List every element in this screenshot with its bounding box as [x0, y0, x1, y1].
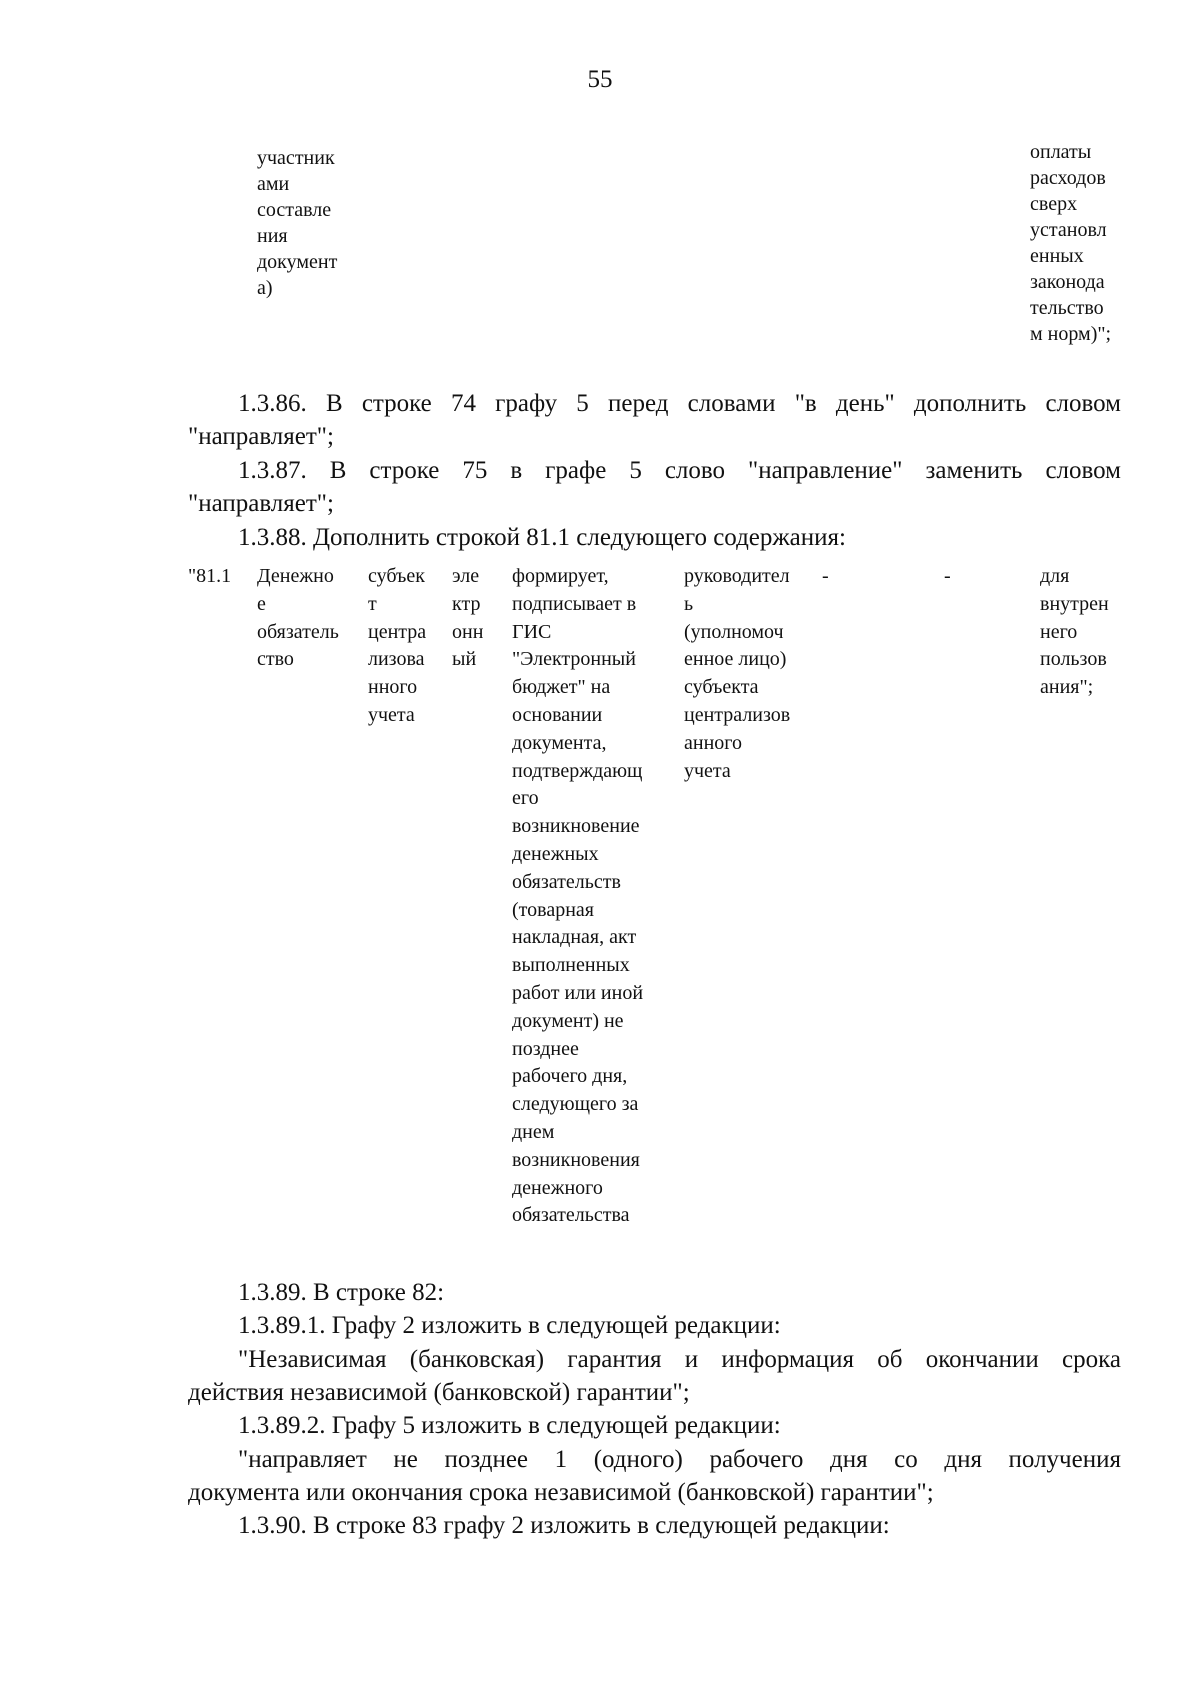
paragraph-quote-guarantee [188, 1343, 1121, 1409]
table-cell-line: эле [452, 565, 480, 587]
table-cell-line: - [822, 565, 829, 587]
table-cell-line: м норм)"; [1030, 323, 1112, 345]
table-cell-line: его [512, 787, 539, 810]
paragraph-1-3-89-1 [188, 1309, 1121, 1342]
table-cell-line: основании [512, 703, 603, 726]
table-cell-line: "Электронный [512, 648, 636, 671]
table-cell-line: формирует, [512, 565, 609, 587]
row-81-1-col-form [452, 563, 483, 674]
table-cell-line: позднее [512, 1037, 579, 1060]
table-cell-line: ГИС [512, 620, 552, 643]
table-cell-line: обязатель [257, 620, 339, 643]
paragraph-line: 1.3.90. В строке 83 графу 2 изложить в следующей редакции: [238, 1512, 890, 1539]
table-cell-line: работ или иной [512, 981, 644, 1004]
paragraph-line: 1.3.89. В строке 82: [238, 1279, 445, 1306]
row-81-1-col-8 [944, 563, 951, 591]
table-cell-line: учета [684, 759, 731, 782]
paragraph-line: "направляет не позднее 1 (одного) рабочего дня со дня получения [238, 1446, 1121, 1473]
table-cell-line: оплаты [1030, 141, 1092, 163]
prev-table-left-column [257, 145, 337, 301]
row-81-1-col-purpose [1040, 563, 1109, 702]
table-cell-line: подтверждающ [512, 759, 643, 782]
paragraph-line: 1.3.89.1. Графу 2 изложить в следующей редакции: [238, 1312, 781, 1339]
table-cell-line: анного [684, 731, 742, 754]
table-cell-line: енных [1030, 245, 1084, 267]
table-cell-line: ь [684, 592, 694, 615]
table-cell-line: обязательства [512, 1204, 630, 1227]
table-cell-line: бюджет" на [512, 676, 611, 699]
table-cell-line: енное лицо) [684, 648, 787, 671]
table-cell-line: ания"; [1040, 676, 1094, 699]
table-cell-line: следующего за [512, 1093, 639, 1116]
table-cell-line: тельство [1030, 297, 1104, 319]
table-cell-line: внутрен [1040, 592, 1109, 615]
table-cell-line: учета [368, 703, 415, 726]
row-81-1-col-7 [822, 563, 829, 591]
prev-table-right-column [1030, 139, 1111, 347]
paragraph-1-3-89-2 [188, 1409, 1121, 1442]
paragraph-line: 1.3.88. Дополнить строкой 81.1 следующего содержания: [238, 524, 846, 551]
table-cell-line: документ) не [512, 1009, 624, 1032]
table-cell-line: денежных [512, 842, 599, 865]
table-cell-line: т [368, 592, 377, 615]
table-cell-line: онн [452, 620, 484, 643]
table-cell-line: (товарная [512, 898, 594, 921]
table-cell-line: днем [512, 1120, 555, 1143]
row-81-1-col-subject [368, 563, 426, 730]
paragraph-line: документа или окончания срока независимой (банковской) гарантии"; [188, 1479, 934, 1506]
paragraph-quote-sends [188, 1443, 1121, 1509]
row-81-1-col-responsible [684, 563, 790, 785]
table-cell-line: участник [257, 147, 335, 169]
table-cell-line: ами [257, 173, 290, 195]
table-cell-line: лизова [368, 648, 425, 671]
table-cell-line: ство [257, 648, 294, 671]
table-cell-line: субъекта [684, 676, 759, 699]
table-cell-line: него [1040, 620, 1078, 643]
table-cell-line: нного [368, 676, 418, 699]
table-cell-line: обязательств [512, 870, 621, 893]
table-cell-line: документа, [512, 731, 607, 754]
row-81-1-col-procedure [512, 563, 643, 1230]
page-number: 55 [587, 66, 613, 93]
table-cell-line: денежного [512, 1176, 603, 1199]
table-cell-line: Денежно [257, 565, 334, 587]
paragraph-line: "направляет"; [188, 423, 334, 450]
table-cell-line: выполненных [512, 954, 630, 977]
table-cell-line: составле [257, 199, 332, 221]
paragraph-line: 1.3.87. В строке 75 в графе 5 слово "направление" заменить словом [238, 457, 1121, 484]
table-cell-line: (уполномоч [684, 620, 784, 643]
table-cell-line: субъек [368, 565, 425, 587]
table-cell-line: законода [1030, 271, 1105, 293]
paragraph-1-3-89 [188, 1276, 1121, 1309]
paragraph-1-3-90 [188, 1509, 1121, 1542]
table-cell-line: подписывает в [512, 592, 637, 615]
table-cell-line: ния [257, 225, 288, 247]
table-cell-line: е [257, 592, 266, 615]
paragraph-1-3-88 [188, 521, 1121, 554]
paragraph-line: 1.3.89.2. Графу 5 изложить в следующей редакции: [238, 1412, 781, 1439]
paragraph-line: "Независимая (банковская) гарантия и информация об окончании срока [238, 1346, 1121, 1373]
table-cell-line: руководител [684, 565, 790, 587]
table-cell-line: документ [257, 251, 338, 273]
paragraph-1-3-87 [188, 454, 1121, 520]
table-cell-line: ктр [452, 592, 481, 615]
row-81-1-col-number [188, 563, 231, 591]
row-81-1-col-name [257, 563, 339, 674]
table-cell-line: рабочего дня, [512, 1065, 628, 1088]
table-cell-line: ый [452, 648, 477, 671]
paragraph-line: "направляет"; [188, 490, 334, 517]
table-cell-line: возникновения [512, 1148, 640, 1171]
table-cell-line: пользов [1040, 648, 1107, 671]
table-cell-line: централизов [684, 703, 791, 726]
table-cell-line: расходов [1030, 167, 1106, 189]
table-cell-line: - [944, 565, 951, 587]
table-cell-line: возникновение [512, 815, 640, 838]
table-cell-line: "81.1 [188, 565, 232, 587]
paragraph-line: 1.3.86. В строке 74 графу 5 перед словами "в день" дополнить словом [238, 390, 1121, 417]
table-cell-line: центра [368, 620, 427, 643]
paragraph-1-3-86 [188, 387, 1121, 453]
table-cell-line: установл [1030, 219, 1107, 241]
table-cell-line: а) [257, 277, 273, 299]
paragraph-line: действия независимой (банковской) гарантии"; [188, 1379, 690, 1406]
table-cell-line: накладная, акт [512, 926, 637, 949]
table-cell-line: сверх [1030, 193, 1078, 215]
table-cell-line: для [1040, 565, 1070, 587]
